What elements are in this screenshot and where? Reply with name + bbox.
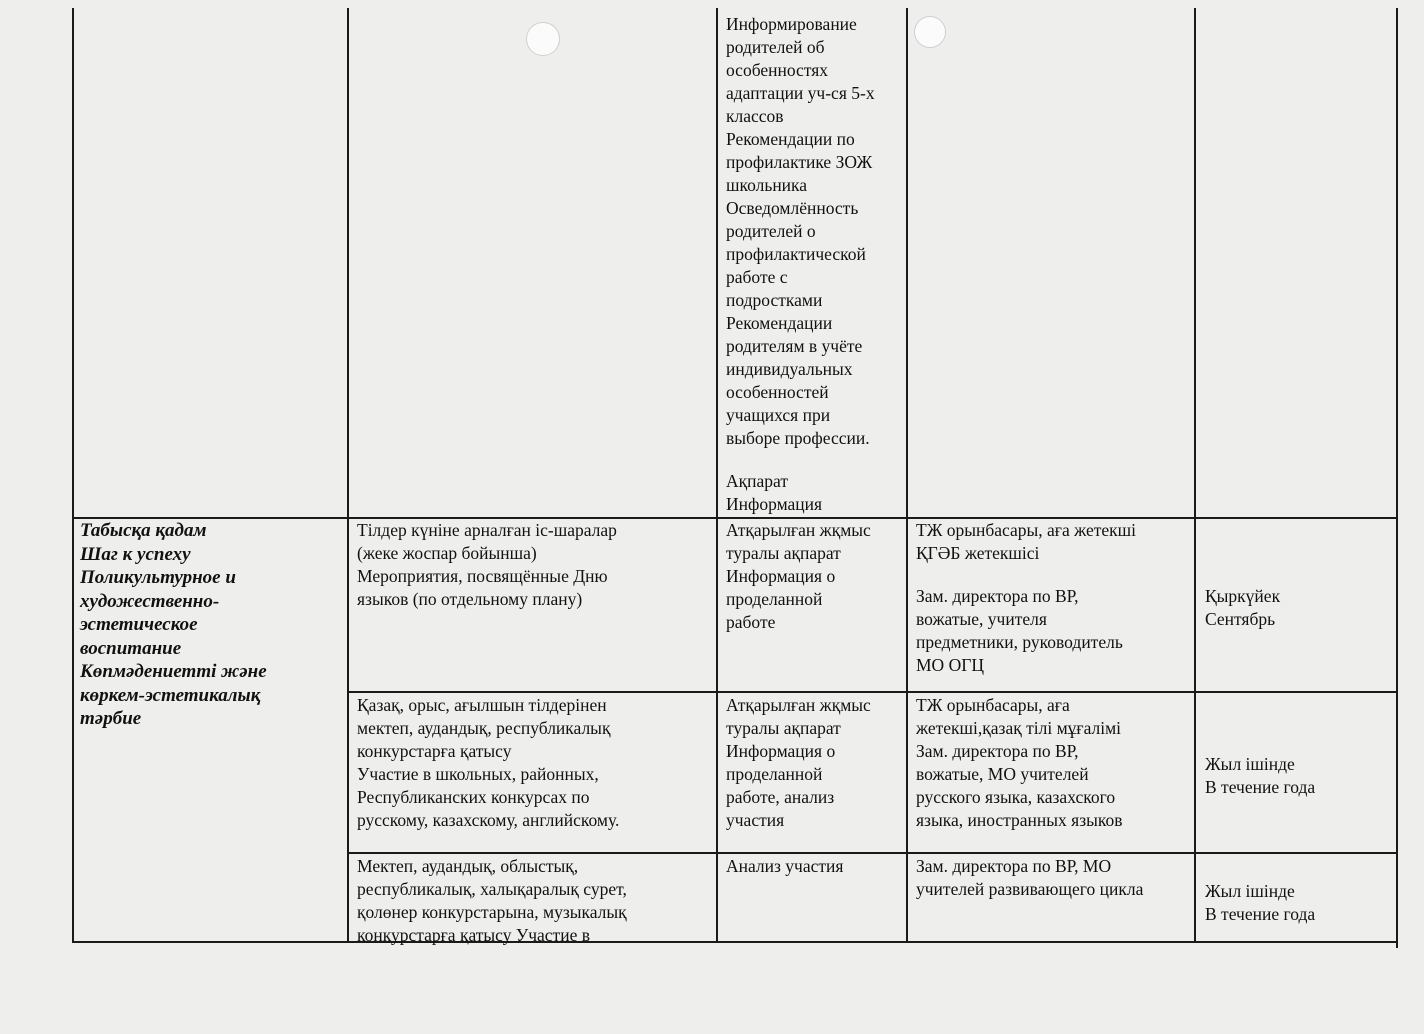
row3-responsible: Зам. директора по ВР, МО учителей развивающего цикла	[916, 856, 1144, 899]
row1-term: Қыркүйек Сентябрь	[1205, 586, 1281, 629]
row2-result: Атқарылған жқмыс туралы ақпарат Информация о проделанной работе, анализ участия	[726, 695, 871, 830]
row3-activity: Мектеп, аудандық, облыстық, республикалық, халықаралық сурет, қолөнер конкурстарына, музыкалық конкурстарға қатысу Участие в	[357, 856, 627, 945]
row-divider-2	[347, 691, 1398, 693]
row1-responsible-kz: ТЖ орынбасары, аға жетекші ҚГӘБ жетекшісі	[916, 520, 1137, 563]
table-border-col2	[347, 8, 349, 943]
row2-responsible: ТЖ орынбасары, аға жетекші,қазақ тілі мұғалімі Зам. директора по ВР, вожатые, МО учителей русского языка, казахского языка, иностранных языков	[916, 695, 1123, 830]
section-title: Табысқа қадам Шаг к успеху Поликультурное и художественно- эстетическое воспитание Көпмәдениетті және көркем-эстетикалық тәрбие	[80, 520, 267, 729]
row3-term: Жыл ішінде В течение года	[1205, 881, 1316, 924]
row1-responsible-ru: Зам. директора по ВР, вожатые, учителя предметники, руководитель МО ОГЦ	[916, 586, 1123, 675]
row1-activity: Тілдер күніне арналған іс-шаралар (жеке жоспар бойынша) Мероприятия, посвящённые Дню языков (по отдельному плану)	[357, 520, 617, 609]
top-row-result-extra: Ақпарат Информация	[726, 471, 823, 514]
punch-hole	[526, 22, 560, 56]
row3-result: Анализ участия	[726, 856, 844, 876]
row2-term: Жыл ішінде В течение года	[1205, 754, 1316, 797]
table-border-bottom	[72, 941, 1398, 943]
row1-result: Атқарылған жқмыс туралы ақпарат Информация о проделанной работе	[726, 520, 871, 632]
row-divider-3	[347, 852, 1398, 854]
table-border-col3	[716, 8, 718, 943]
table-border-col4	[906, 8, 908, 943]
top-row-result-text: Информирование родителей об особенностях адаптации уч-ся 5-х классов Рекомендации по профилактике ЗОЖ школьника Осведомлённость родителей о профилактической работе с подростками Рекомендации родителям в учёте индивидуальных особенностей учащихся при выборе профессии.	[726, 14, 875, 448]
table-border-right	[1396, 8, 1398, 948]
punch-hole	[914, 16, 946, 48]
table-border-left	[72, 8, 74, 943]
row2-activity: Қазақ, орыс, ағылшын тілдерінен мектеп, аудандық, республикалық конкурстарға қатысу Участие в школьных, районных, Республиканских конкурсах по русскому, казахскому, английскому.	[357, 695, 620, 830]
table-border-col5	[1194, 8, 1196, 943]
